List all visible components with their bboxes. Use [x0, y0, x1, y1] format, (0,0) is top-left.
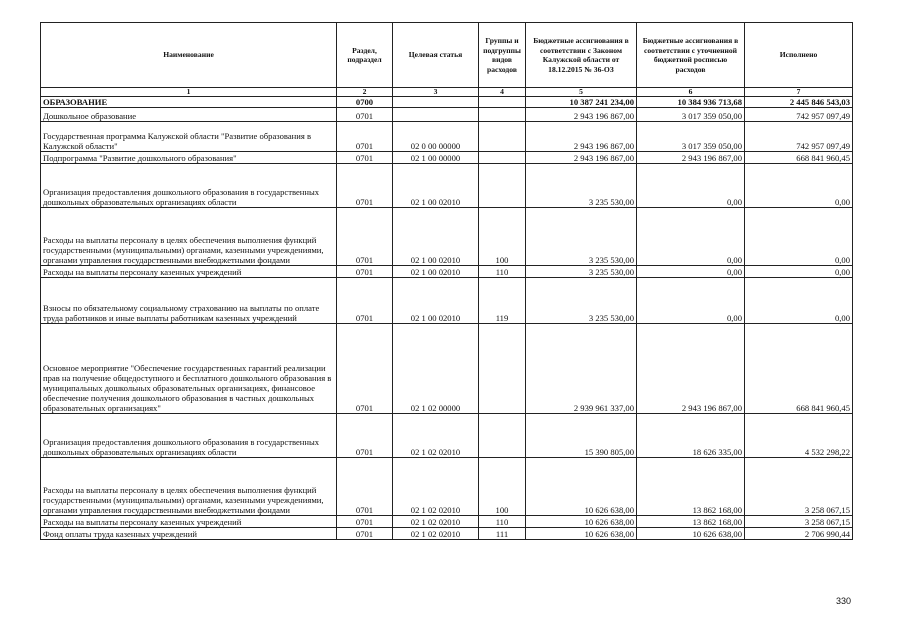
row-approved: 3 235 530,00 [526, 278, 637, 324]
row-name: Расходы на выплаты персоналу в целях обеспечения выполнения функций государственными (муниципальными) органами, казенными учреждениями, органами управления государственными внебюджетными фондами [41, 208, 337, 266]
header-refined: Бюджетные ассигнования в соответствии с уточненной бюджетной росписью расходов [637, 23, 745, 88]
row-name: Основное мероприятие "Обеспечение государственных гарантий реализации прав на получение общедоступного и бесплатного дошкольного образования в муниципальных дошкольных образовательных организациях, финансовое обеспечение получения дошкольного образования в частных дошкольных образовательных организациях" [41, 324, 337, 414]
row-group: 110 [479, 266, 526, 278]
column-number-row [41, 88, 853, 97]
row-executed: 2 445 846 543,03 [745, 97, 853, 108]
row-approved: 3 235 530,00 [526, 266, 637, 278]
row-target: 02 1 02 02010 [393, 458, 479, 516]
row-section: 0701 [337, 208, 393, 266]
table-row [41, 108, 853, 122]
row-refined: 2 943 196 867,00 [637, 152, 745, 164]
table-row [41, 516, 853, 528]
col-number: 1 [41, 88, 337, 97]
row-group: 111 [479, 528, 526, 540]
table-row [41, 208, 853, 266]
header-name: Наименование [41, 23, 337, 88]
row-refined: 0,00 [637, 278, 745, 324]
row-refined: 18 626 335,00 [637, 414, 745, 458]
row-name: Организация предоставления дошкольного образования в государственных дошкольных образовательных организациях области [41, 164, 337, 208]
row-target: 02 1 00 02010 [393, 266, 479, 278]
row-group: 110 [479, 516, 526, 528]
table-row [41, 97, 853, 108]
row-refined: 0,00 [637, 266, 745, 278]
row-target: 02 1 02 00000 [393, 324, 479, 414]
row-group: 119 [479, 278, 526, 324]
row-name: Подпрограмма "Развитие дошкольного образования" [41, 152, 337, 164]
col-number: 3 [393, 88, 479, 97]
header-approved: Бюджетные ассигнования в соответствии с Законом Калужской области от 18.12.2015 № 36-ОЗ [526, 23, 637, 88]
row-name: Организация предоставления дошкольного образования в государственных дошкольных образовательных организациях области [41, 414, 337, 458]
table-row [41, 278, 853, 324]
row-section: 0701 [337, 108, 393, 122]
row-group: 100 [479, 208, 526, 266]
row-section: 0701 [337, 324, 393, 414]
row-executed: 3 258 067,15 [745, 516, 853, 528]
col-number: 5 [526, 88, 637, 97]
row-name: Расходы на выплаты персоналу казенных учреждений [41, 516, 337, 528]
row-approved: 3 235 530,00 [526, 208, 637, 266]
row-refined: 0,00 [637, 164, 745, 208]
row-refined: 13 862 168,00 [637, 458, 745, 516]
row-target: 02 1 02 02010 [393, 414, 479, 458]
row-section: 0701 [337, 266, 393, 278]
row-executed: 0,00 [745, 278, 853, 324]
row-executed: 3 258 067,15 [745, 458, 853, 516]
row-refined: 10 626 638,00 [637, 528, 745, 540]
row-executed: 0,00 [745, 164, 853, 208]
row-refined: 2 943 196 867,00 [637, 324, 745, 414]
row-group: 100 [479, 458, 526, 516]
row-executed: 742 957 097,49 [745, 122, 853, 152]
row-target [393, 108, 479, 122]
row-approved: 10 387 241 234,00 [526, 97, 637, 108]
row-refined: 10 384 936 713,68 [637, 97, 745, 108]
row-group [479, 108, 526, 122]
row-section: 0701 [337, 414, 393, 458]
row-approved: 2 939 961 337,00 [526, 324, 637, 414]
table-row [41, 414, 853, 458]
col-number: 2 [337, 88, 393, 97]
row-section: 0700 [337, 97, 393, 108]
row-name: Расходы на выплаты персоналу казенных учреждений [41, 266, 337, 278]
table-row [41, 164, 853, 208]
header-section: Раздел, подраздел [337, 23, 393, 88]
row-approved: 10 626 638,00 [526, 458, 637, 516]
header-target: Целевая статья [393, 23, 479, 88]
header-row [41, 23, 853, 88]
row-refined: 3 017 359 050,00 [637, 108, 745, 122]
row-executed: 668 841 960,45 [745, 152, 853, 164]
row-target: 02 1 00 02010 [393, 208, 479, 266]
row-executed: 0,00 [745, 208, 853, 266]
row-section: 0701 [337, 278, 393, 324]
row-refined: 13 862 168,00 [637, 516, 745, 528]
table-row [41, 324, 853, 414]
budget-table [40, 22, 853, 540]
row-approved: 10 626 638,00 [526, 528, 637, 540]
row-target: 02 0 00 00000 [393, 122, 479, 152]
row-target: 02 1 00 02010 [393, 164, 479, 208]
row-group [479, 164, 526, 208]
row-group [479, 122, 526, 152]
row-target: 02 1 00 02010 [393, 278, 479, 324]
row-target: 02 1 02 02010 [393, 528, 479, 540]
row-group [479, 97, 526, 108]
row-approved: 2 943 196 867,00 [526, 122, 637, 152]
row-section: 0701 [337, 164, 393, 208]
row-executed: 668 841 960,45 [745, 324, 853, 414]
row-name: Дошкольное образование [41, 108, 337, 122]
col-number: 6 [637, 88, 745, 97]
row-section: 0701 [337, 122, 393, 152]
row-approved: 15 390 805,00 [526, 414, 637, 458]
row-section: 0701 [337, 152, 393, 164]
row-refined: 0,00 [637, 208, 745, 266]
row-name: Государственная программа Калужской области "Развитие образования в Калужской области" [41, 122, 337, 152]
col-number: 4 [479, 88, 526, 97]
row-name: Расходы на выплаты персоналу в целях обеспечения выполнения функций государственными (муниципальными) органами, казенными учреждениями, органами управления государственными внебюджетными фондами [41, 458, 337, 516]
row-executed: 0,00 [745, 266, 853, 278]
table-row [41, 458, 853, 516]
row-section: 0701 [337, 528, 393, 540]
row-approved: 10 626 638,00 [526, 516, 637, 528]
page-number: 330 [836, 596, 852, 606]
row-approved: 2 943 196 867,00 [526, 152, 637, 164]
row-approved: 3 235 530,00 [526, 164, 637, 208]
table-row [41, 528, 853, 540]
row-name: Фонд оплаты труда казенных учреждений [41, 528, 337, 540]
header-executed: Исполнено [745, 23, 853, 88]
table-row [41, 152, 853, 164]
table-row [41, 266, 853, 278]
row-section: 0701 [337, 458, 393, 516]
row-name: Взносы по обязательному социальному страхованию на выплаты по оплате труда работников и иные выплаты работникам казенных учреждений [41, 278, 337, 324]
row-group [479, 324, 526, 414]
row-target: 02 1 00 00000 [393, 152, 479, 164]
row-group [479, 152, 526, 164]
row-approved: 2 943 196 867,00 [526, 108, 637, 122]
row-executed: 4 532 298,22 [745, 414, 853, 458]
row-executed: 742 957 097,49 [745, 108, 853, 122]
row-executed: 2 706 990,44 [745, 528, 853, 540]
row-section: 0701 [337, 516, 393, 528]
row-target: 02 1 02 02010 [393, 516, 479, 528]
table-row [41, 122, 853, 152]
row-target [393, 97, 479, 108]
col-number: 7 [745, 88, 853, 97]
row-group [479, 414, 526, 458]
row-refined: 3 017 359 050,00 [637, 122, 745, 152]
row-name: ОБРАЗОВАНИЕ [41, 97, 337, 108]
header-groups: Группы и подгруппы видов расходов [479, 23, 526, 88]
